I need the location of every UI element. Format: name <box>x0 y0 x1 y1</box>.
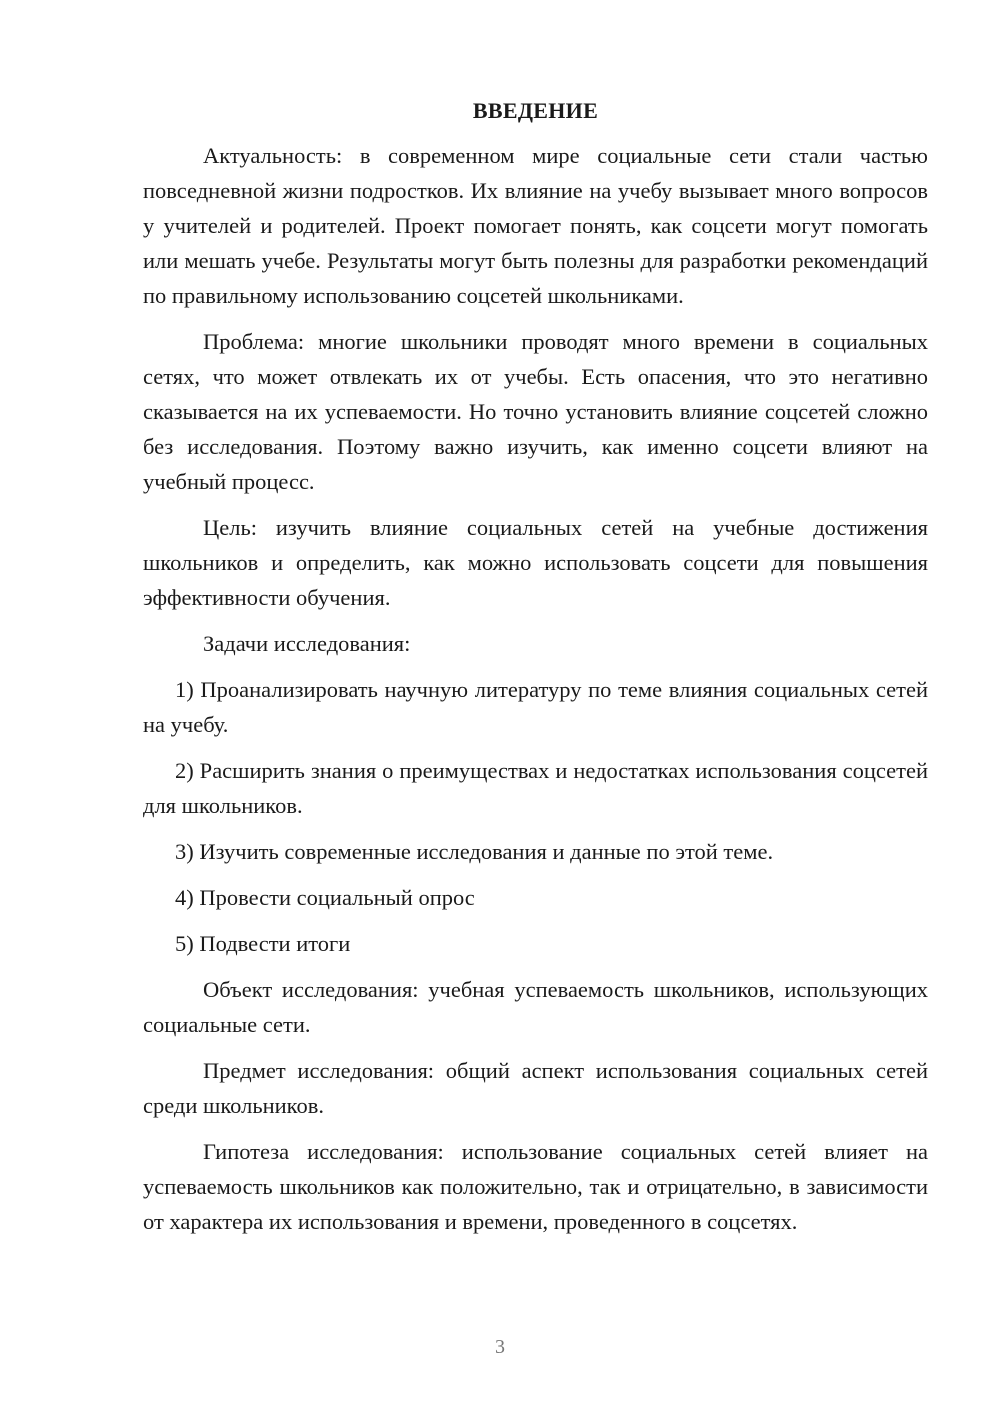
page-title: ВВЕДЕНИЕ <box>472 98 599 123</box>
task-item-4: 4) Провести социальный опрос <box>175 885 475 910</box>
task-item-1: 1) Проанализировать научную литературу по теме влияния социальных сетей на учебу. <box>143 677 928 737</box>
task-item-5: 5) Подвести итоги <box>175 931 351 956</box>
tasks-heading: Задачи исследования: <box>203 631 411 656</box>
relevance-paragraph: Актуальность: в современном мире социальные сети стали частью повседневной жизни подростков. Их влияние на учебу вызывает много вопросов у учителей и родителей. Проект помогает понять, как соцсети могут помогать или мешать учебе. Результаты могут быть полезны для разработки рекомендаций по правильному использованию соцсетей школьниками. <box>143 143 928 308</box>
object-paragraph: Объект исследования: учебная успеваемость школьников, использующих социальные сети. <box>143 977 928 1037</box>
task-item-2: 2) Расширить знания о преимуществах и недостатках использования соцсетей для школьников. <box>143 758 928 818</box>
hypothesis-paragraph: Гипотеза исследования: использование социальных сетей влияет на успеваемость школьников как положительно, так и отрицательно, в зависимости от характера их использования и времени, проведенного в соцсетях. <box>143 1139 928 1234</box>
problem-paragraph: Проблема: многие школьники проводят много времени в социальных сетях, что может отвлекать их от учебы. Есть опасения, что это негативно сказывается на их успеваемости. Но точно установить влияние соцсетей сложно без исследования. Поэтому важно изучить, как именно соцсети влияют на учебный процесс. <box>143 329 928 494</box>
document-page <box>143 96 928 1239</box>
subject-paragraph: Предмет исследования: общий аспект использования социальных сетей среди школьников. <box>143 1058 928 1118</box>
task-item-3: 3) Изучить современные исследования и данные по этой теме. <box>175 839 774 864</box>
page-number: 3 <box>495 1336 505 1358</box>
goal-paragraph: Цель: изучить влияние социальных сетей на учебные достижения школьников и определить, как можно использовать соцсети для повышения эффективности обучения. <box>143 515 928 610</box>
